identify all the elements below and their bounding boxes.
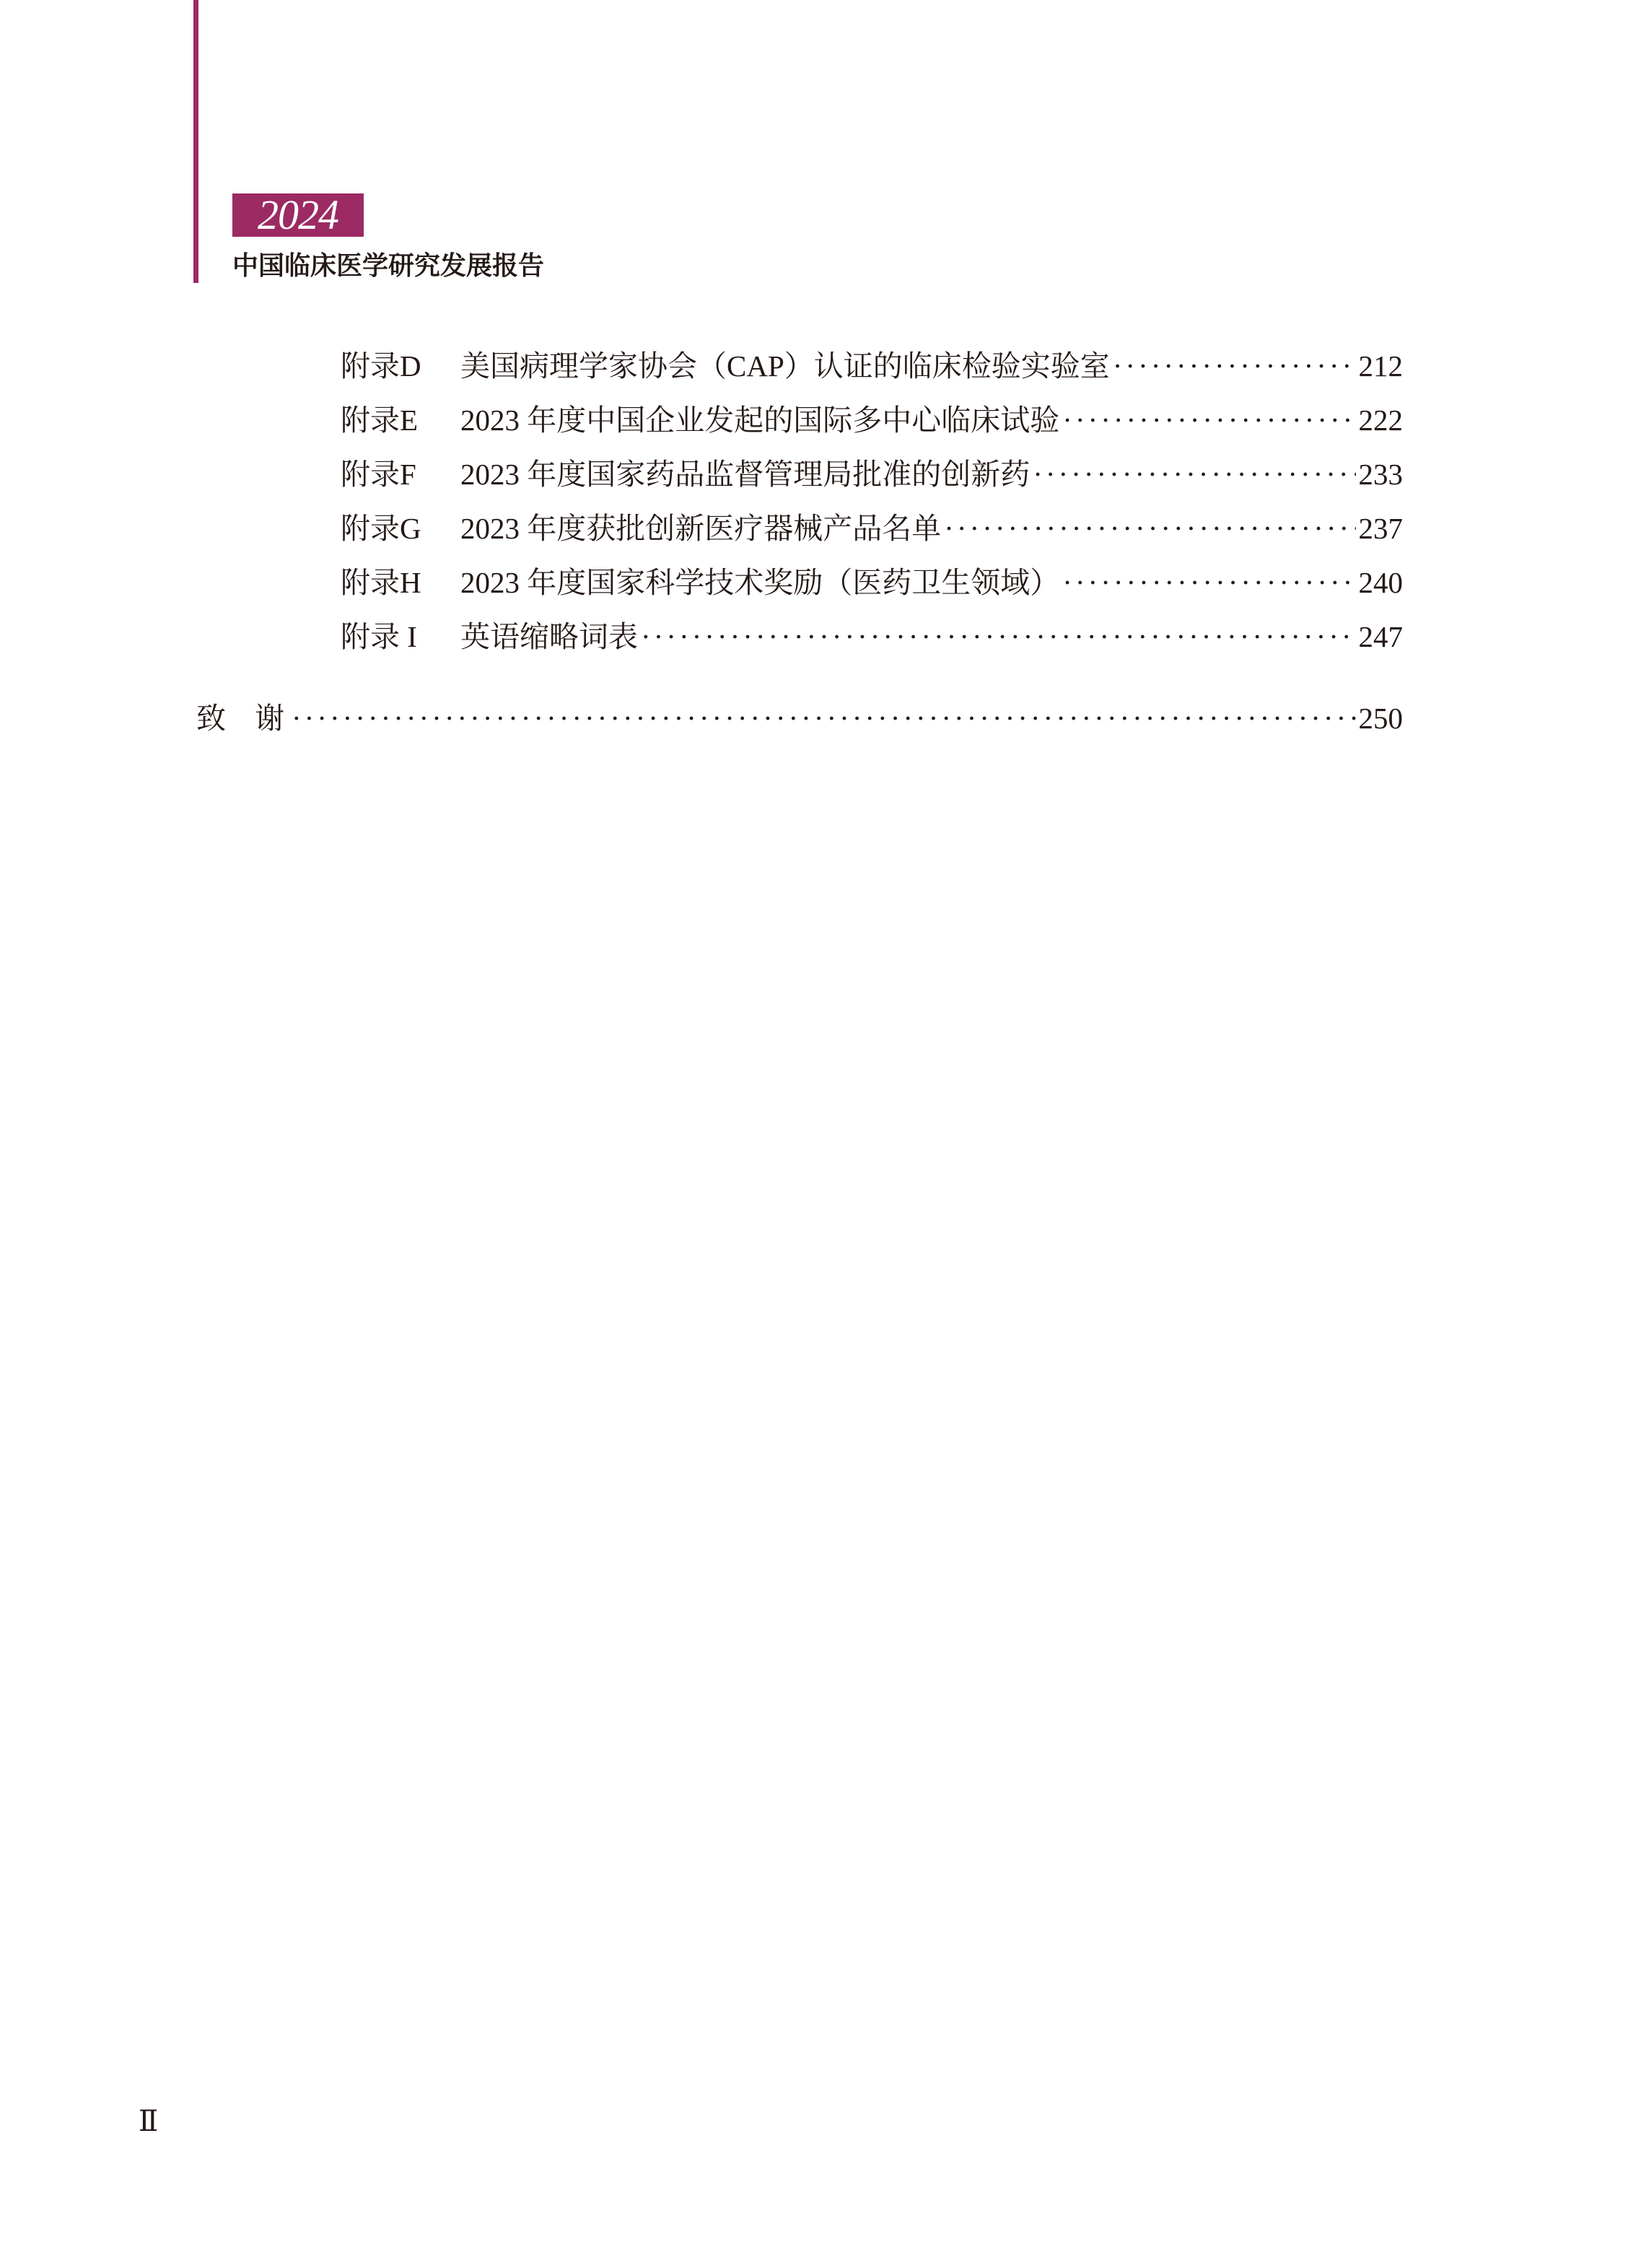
appendix-label: 附录E [341, 404, 419, 437]
toc-entry-appendix-d[interactable] [341, 343, 1403, 389]
appendix-label: 附录 I [341, 620, 417, 653]
page-number: 240 [1358, 566, 1403, 599]
appendix-label: 附录F [341, 458, 416, 491]
dot-leader [1033, 451, 1355, 497]
page-number: 250 [1358, 702, 1403, 735]
year-badge: 2024 [232, 193, 364, 237]
running-header-title: 中国临床医学研究发展报告 [232, 251, 545, 281]
entry-title: 英语缩略词表 [460, 620, 638, 653]
appendix-label: 附录G [341, 512, 421, 545]
page-folio: Ⅱ [139, 2105, 159, 2137]
appendix-label: 附录H [341, 566, 421, 599]
header-accent-rule [193, 0, 198, 283]
toc-entry-appendix-h[interactable] [341, 559, 1403, 606]
entry-title: 2023 年度国家科学技术奖励（医药卫生领域） [460, 566, 1060, 599]
page-number: 233 [1358, 458, 1403, 491]
toc-entry-appendix-i[interactable] [341, 614, 1403, 660]
page-number: 237 [1358, 512, 1403, 545]
toc-entry-acknowledgements[interactable] [196, 695, 1403, 741]
dot-leader [1062, 397, 1355, 443]
dot-leader [292, 695, 1356, 741]
toc-entry-appendix-e[interactable] [341, 397, 1403, 443]
entry-title: 致谢 [196, 702, 313, 735]
entry-title: 2023 年度国家药品监督管理局批准的创新药 [460, 458, 1030, 491]
page-number: 212 [1358, 349, 1403, 383]
toc-entry-appendix-g[interactable] [341, 505, 1403, 551]
entry-title: 2023 年度获批创新医疗器械产品名单 [460, 512, 942, 545]
page-number: 247 [1358, 620, 1403, 653]
entry-title: 2023 年度中国企业发起的国际多中心临床试验 [460, 404, 1060, 437]
dot-leader [1113, 343, 1356, 389]
page-number: 222 [1358, 404, 1403, 437]
dot-leader [944, 505, 1355, 551]
dot-leader [1062, 559, 1355, 606]
dot-leader [641, 614, 1356, 660]
entry-title: 美国病理学家协会（CAP）认证的临床检验实验室 [460, 349, 1110, 383]
toc-entry-appendix-f[interactable] [341, 451, 1403, 497]
appendix-label: 附录D [341, 349, 421, 383]
